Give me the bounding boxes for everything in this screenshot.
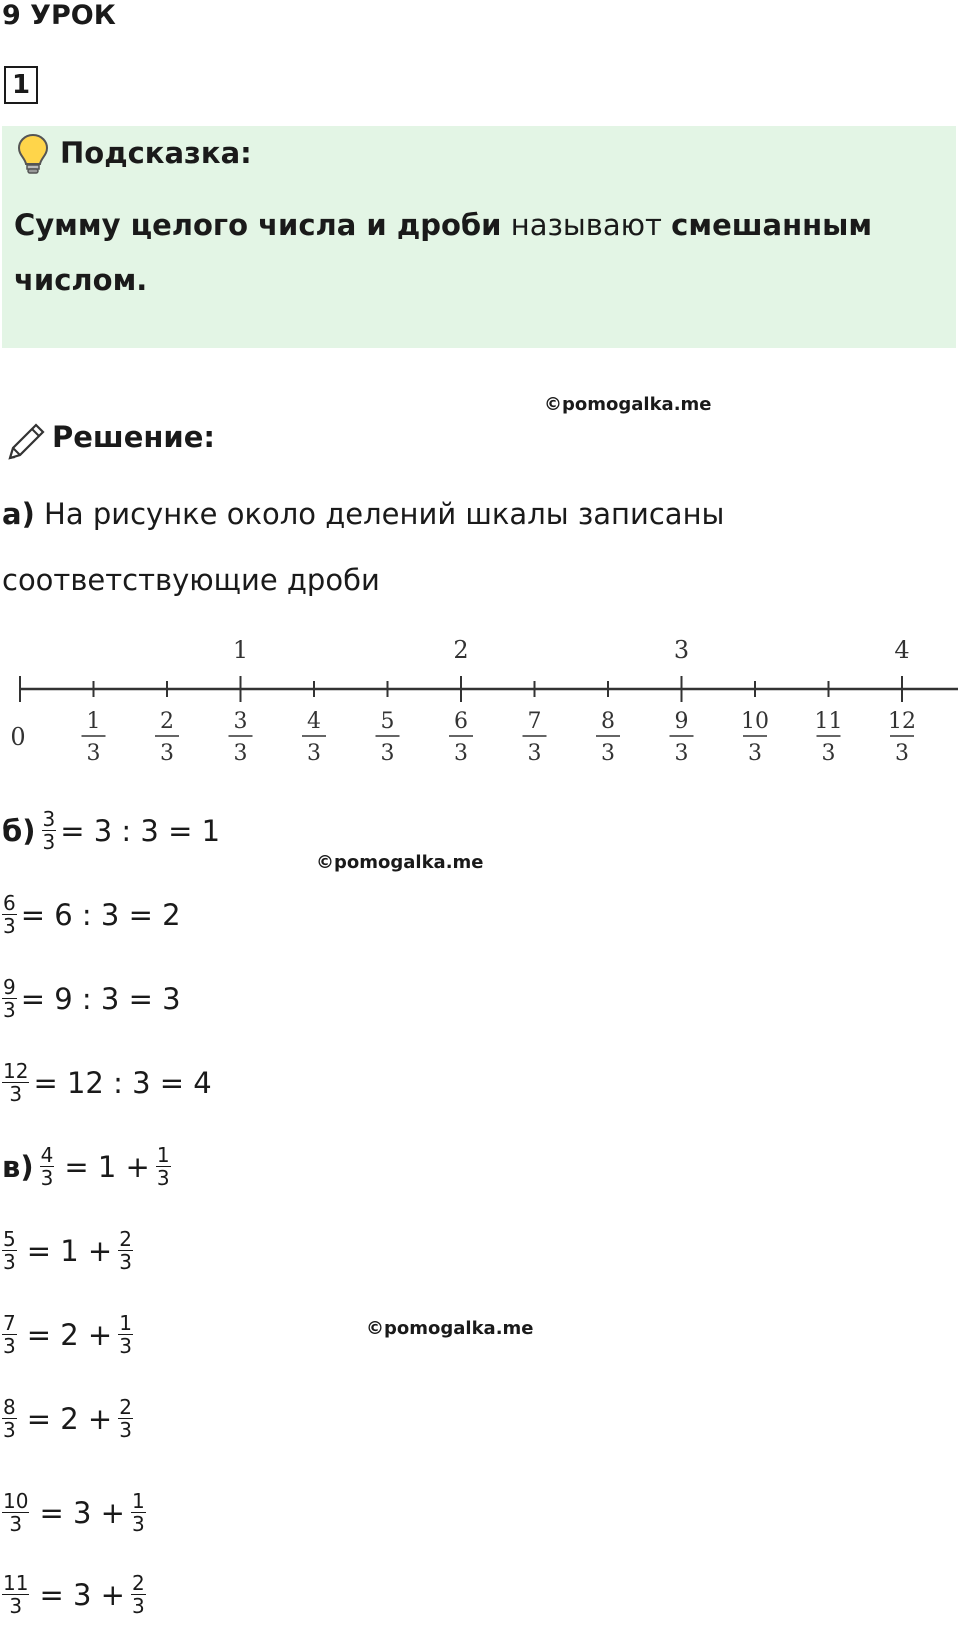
fraction-numerator: 6 [454,709,468,734]
fraction-denominator: 3 [674,741,689,766]
part-b-eq [2,808,220,853]
fraction-label [302,709,326,766]
fraction: $\frac{3}{3}$ [42,807,56,854]
fraction: $\frac{6}{3}$ [3,891,16,938]
task-number-box: 1 [4,66,38,104]
fraction-denominator: 3 [821,741,836,766]
fraction-label [596,709,620,766]
part-b-eq [2,976,181,1021]
fraction: $\frac{4}{3}$ [40,1143,54,1190]
fraction: $\frac{7}{3}$ [3,1311,16,1358]
lightbulb-icon [16,132,50,176]
fraction-numerator: 8 [601,709,615,734]
equation-rest: = 9 : 3 = 3 [20,981,181,1016]
fraction: $\frac{8}{3}$ [3,1395,16,1442]
integer-label: 1 [232,636,249,664]
fraction-numerator: 9 [674,709,689,734]
fraction-label [155,709,179,766]
lesson-title: 9 УРОК [2,0,116,31]
fraction-numerator: 2 [160,709,174,734]
fraction-numerator: 10 [741,709,769,734]
fraction-numerator: 3 [233,709,248,734]
equation-mid: = 1 + [64,1149,150,1184]
integer-label: 2 [453,636,469,664]
fraction: $\frac{2}{3}$ [119,1395,132,1442]
part-c-label: в) [2,1149,34,1184]
equation-rest: = 12 : 3 = 4 [33,1065,212,1100]
fraction-label [449,709,473,766]
fraction: $\frac{12}{3}$ [3,1059,29,1106]
fraction-numerator: 1 [86,709,101,734]
part-c-eq [2,1312,137,1357]
hint-title: Подсказка: [60,136,252,170]
hint-text [14,198,914,308]
fraction-denominator: 3 [86,741,101,766]
fraction-numerator: 11 [814,709,843,734]
watermark: ©pomogalka.me [366,1318,534,1339]
fraction-denominator: 3 [233,741,248,766]
equation-rest: = 3 : 3 = 1 [60,813,221,848]
hint-text-normal: называют [501,208,672,242]
fraction-denominator: 3 [748,741,762,766]
part-a-label: а) [2,497,35,531]
part-a-text: На рисунке около делений шкалы записаны [44,497,725,531]
hint-text-bold-1: Сумму целого числа и дроби [14,208,502,242]
solution-title: Решение: [52,420,216,454]
integer-label: 3 [673,636,690,664]
fraction-numerator: 4 [307,709,321,734]
watermark: ©pomogalka.me [316,852,484,873]
fraction-denominator: 3 [307,741,321,766]
fraction: $\frac{9}{3}$ [3,975,16,1022]
part-a-line1 [2,494,724,534]
fraction: $\frac{2}{3}$ [119,1227,132,1274]
part-c-eq [2,1572,150,1617]
fraction-numerator: 5 [380,709,395,734]
part-a-line2: соответствующие дроби [2,563,380,597]
fraction-denominator: 3 [601,741,615,766]
integer-label: 4 [894,636,910,664]
equation-rest: = 6 : 3 = 2 [20,897,181,932]
watermark: ©pomogalka.me [544,394,712,415]
equation-mid: = 2 + [26,1401,113,1436]
fraction: $\frac{1}{3}$ [156,1143,170,1190]
part-b-eq [2,1060,212,1105]
fraction-label [229,709,253,766]
fraction-denominator: 3 [160,741,174,766]
part-c-eq [2,1228,137,1273]
fraction: $\frac{11}{3}$ [3,1571,29,1618]
part-b-label: б) [2,813,36,848]
fraction-label [82,709,106,766]
fraction-numerator: 7 [527,709,542,734]
fraction-denominator: 3 [895,741,909,766]
fraction-label [741,709,769,766]
equation-mid: = 3 + [39,1495,125,1530]
zero-label: 0 [10,723,26,751]
fraction-label [888,709,916,766]
fraction-denominator: 3 [380,741,395,766]
fraction-label [815,709,843,766]
fraction: $\frac{10}{3}$ [3,1489,29,1536]
fraction-label [376,709,400,766]
fraction: $\frac{1}{3}$ [119,1311,132,1358]
equation-mid: = 3 + [39,1577,125,1612]
fraction: $\frac{1}{3}$ [131,1489,145,1536]
part-c-eq [2,1396,137,1441]
part-b-eq [2,892,181,937]
part-c-eq [2,1144,175,1189]
fraction: $\frac{2}{3}$ [131,1571,145,1618]
fraction-denominator: 3 [527,741,542,766]
fraction-denominator: 3 [454,741,468,766]
equation-mid: = 2 + [26,1317,113,1352]
part-c-eq [2,1490,150,1535]
hint-panel [2,126,956,348]
pencil-icon [4,420,48,464]
fraction: $\frac{5}{3}$ [3,1227,16,1274]
equation-mid: = 1 + [26,1233,113,1268]
fraction-numerator: 12 [888,709,916,734]
hint-text-bold-2: смешанным числом. [14,208,873,297]
fraction-label [670,709,694,766]
fraction-label [523,709,547,766]
number-line [0,628,960,788]
